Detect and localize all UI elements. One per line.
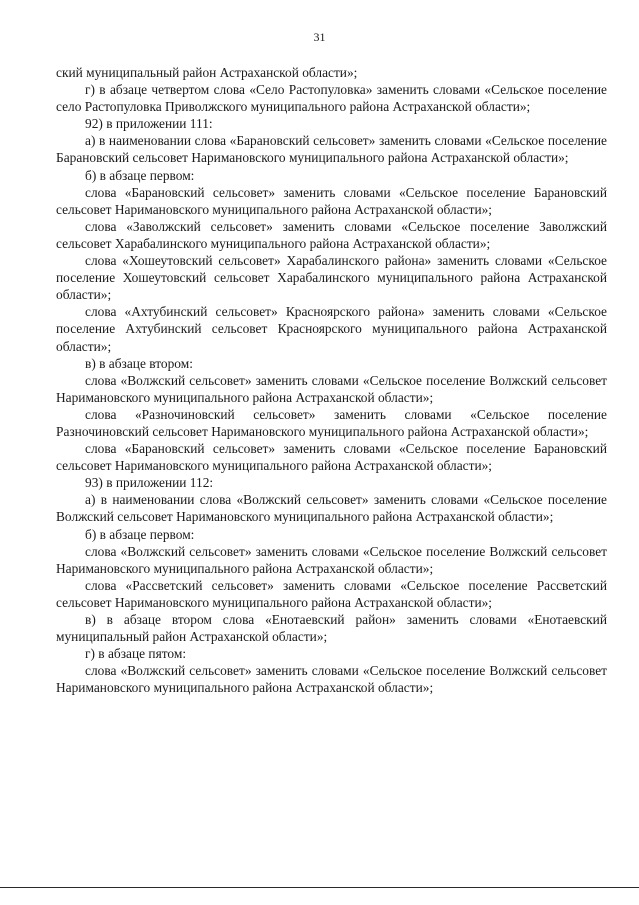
paragraph: г) в абзаце пятом: (85, 646, 187, 662)
document-body (56, 64, 607, 696)
page-bottom-rule (0, 887, 639, 888)
paragraph: 92) в приложении 111: (85, 116, 213, 132)
paragraph: ский муниципальный район Астраханской области»; (56, 65, 358, 80)
paragraph: а) в наименовании слова «Барановский сельсовет» заменить словами «Сельское поселение Барановский сельсовет Наримановского муниципального района Астраханской области»; (56, 133, 607, 166)
paragraph: слова «Барановский сельсовет» заменить словами «Сельское поселение Барановский сельсовет Наримановского муниципального района Астраханской области»; (56, 184, 607, 217)
paragraph: в) в абзаце втором: (85, 355, 193, 371)
paragraph: слова «Волжский сельсовет» заменить словами «Сельское поселение Волжский сельсовет Наримановского муниципального района Астраханской области»; (56, 372, 607, 405)
paragraph: б) в абзаце первом: (85, 167, 195, 183)
paragraph: слова «Заволжский сельсовет» заменить словами «Сельское поселение Заволжский сельсовет Харабалинского муниципального района Астраханской области»; (56, 218, 607, 251)
paragraph: в) в абзаце втором слова «Енотаевский район» заменить словами «Енотаевский муниципальный район Астраханской области»; (56, 612, 607, 645)
paragraph: слова «Ахтубинский сельсовет» Красноярского района» заменить словами «Сельское поселение Ахтубинский сельсовет Красноярского муниципального района Астраханской области»; (56, 304, 607, 354)
paragraph: слова «Волжский сельсовет» заменить словами «Сельское поселение Волжский сельсовет Наримановского муниципального района Астраханской области»; (56, 543, 607, 576)
paragraph: слова «Барановский сельсовет» заменить словами «Сельское поселение Барановский сельсовет Наримановского муниципального района Астраханской области»; (56, 441, 607, 474)
paragraph: слова «Хошеутовский сельсовет» Харабалинского района» заменить словами «Сельское поселение Хошеутовский сельсовет Харабалинского муниципального района Астраханской области»; (56, 253, 607, 303)
paragraph: слова «Волжский сельсовет» заменить словами «Сельское поселение Волжский сельсовет Наримановского муниципального района Астраханской области»; (56, 663, 607, 696)
paragraph: б) в абзаце первом: (85, 526, 195, 542)
paragraph: а) в наименовании слова «Волжский сельсовет» заменить словами «Сельское поселение Волжский сельсовет Наримановского муниципального района Астраханской области»; (56, 492, 607, 525)
paragraph: г) в абзаце четвертом слова «Село Растопуловка» заменить словами «Сельское поселение село Растопуловка Приволжского муниципального района Астраханской области»; (56, 82, 607, 115)
paragraph: слова «Рассветский сельсовет» заменить словами «Сельское поселение Рассветский сельсовет Наримановского муниципального района Астраханской области»; (56, 577, 607, 610)
paragraph: 93) в приложении 112: (85, 475, 214, 491)
paragraph: слова «Разночиновский сельсовет» заменить словами «Сельское поселение Разночиновский сельсовет Наримановского муниципального района Астраханской области»; (56, 406, 607, 439)
page-number: 31 (313, 30, 326, 44)
